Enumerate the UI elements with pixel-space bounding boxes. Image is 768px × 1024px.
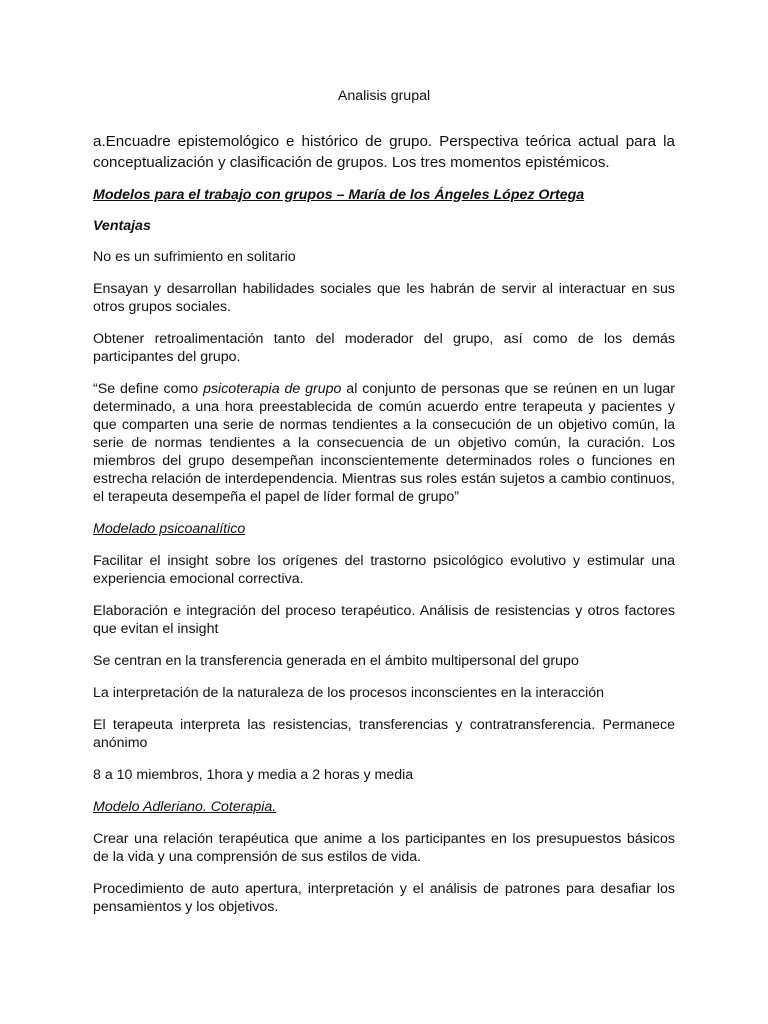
adleriano-heading: Modelo Adleriano. Coterapia. — [93, 799, 277, 815]
psicoanalitico-item-3: Se centran en la transferencia generada en el ámbito multipersonal del grupo — [93, 653, 579, 669]
ventajas-item-2: Ensayan y desarrollan habilidades sociales que les habrán de servir al interactuar en sus otros grupos sociales. — [93, 281, 675, 315]
model-heading: Modelos para el trabajo con grupos – María de los Ángeles López Ortega — [93, 187, 585, 203]
adleriano-item-1: Crear una relación terapéutica que anime a los participantes en los presupuestos básicos de la vida y una comprensión de sus estilos de vida. — [93, 831, 675, 865]
quote-after: al conjunto de personas que se reúnen en un lugar determinado, a una hora preestablecida de común acuerdo entre terapeuta y pacientes y que comparten una serie de normas tendientes a la consecución de un objetivo común, la serie de normas tendientes a la consecuencia de un objetivo común, la curación. Los miembros del grupo desempeñan inconscientemente determinados roles o funciones en estrecha relación de interdependencia. Mientras sus roles están sujetos a cambio continuos, el terapeuta desempeña el papel de líder formal de grupo” — [93, 381, 676, 505]
quote-before: “Se define como — [93, 381, 204, 397]
psicoanalitico-item-5: El terapeuta interpreta las resistencias, transferencias y contratransferencia. Permanece anónimo — [93, 717, 675, 751]
adleriano-item-2: Procedimiento de auto apertura, interpretación y el análisis de patrones para desafiar los pensamientos y los objetivos. — [93, 881, 675, 915]
ventajas-item-3: Obtener retroalimentación tanto del moderador del grupo, así como de los demás participantes del grupo. — [93, 331, 675, 365]
ventajas-item-1: No es un sufrimiento en solitario — [93, 249, 296, 265]
quote-emphasis: psicoterapia de grupo — [203, 381, 342, 397]
psicoanalitico-item-1: Facilitar el insight sobre los orígenes del trastorno psicológico evolutivo y estimular una experiencia emocional correctiva. — [93, 553, 675, 587]
psicoanalitico-item-4: La interpretación de la naturaleza de los procesos inconscientes en la interacción — [93, 685, 605, 701]
ventajas-heading: Ventajas — [93, 218, 151, 234]
psicoanalitico-heading: Modelado psicoanalítico — [93, 521, 246, 537]
definition-quote — [93, 380, 675, 506]
psicoanalitico-item-2: Elaboración e integración del proceso terapéutico. Análisis de resistencias y otros factores que evitan el insight — [93, 603, 675, 637]
document-title: Analisis grupal — [337, 88, 431, 104]
psicoanalitico-item-6: 8 a 10 miembros, 1hora y media a 2 horas y media — [93, 767, 414, 783]
section-a-heading: a.Encuadre epistemológico e histórico de grupo. Perspectiva teórica actual para la conceptualización y clasificación de grupos. Los tres momentos epistémicos. — [93, 133, 675, 171]
